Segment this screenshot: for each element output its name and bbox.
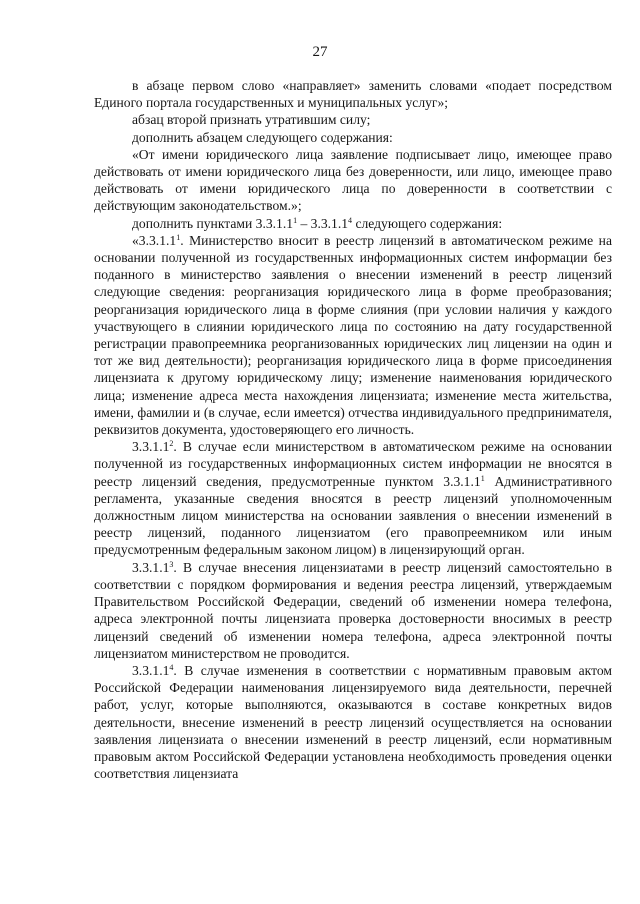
page-number: 27 [312,44,328,60]
paragraph [94,215,612,232]
paragraph-text: . В случае если министерством в автоматическом режиме на основании полученной из государственных информационных систем информации не вносятся в реестр лицензий сведения, предусмотренные пунктом 3.3.1.1 [94,439,612,489]
paragraph-text: 3.3.1.1 [132,439,170,455]
paragraph-text: . В случае изменения в соответствии с нормативным правовым актом Российской Федерации наименования лицензируемого вида деятельности, перечней работ, услуг, которые выполняются, оказываются в составе конкретных видов деятельности, внесение изменений в реестр лицензий осуществляется на основании заявления лицензиата о внесении изменений в реестр лицензий, если нормативным правовым актом Российской Федерации установлена необходимость проведения оценки соответствия лицензиата [94,662,612,782]
paragraph-text: в абзаце первом слово «направляет» заменить словами «подает посредством Единого портала государственных и муниципальных услуг»; [94,78,612,111]
paragraph-text: дополнить абзацем следующего содержания: [132,129,393,145]
paragraph-text: – 3.3.1.1 [297,215,349,231]
superscript-index: 4 [348,215,353,225]
paragraph-text: . В случае внесения лицензиатами в реестр лицензий самостоятельно в соответствии с порядком формирования и ведения реестра лицензий, утверждаемым Правительством Российской Федерации, сведений об изменении номера телефона, адреса электронной почты лицензиата проверка достоверности вносимых в реестр лицензий сведений об изменении номера телефона, адреса электронной почты лицензиатом министерством не проводится. [94,559,612,661]
paragraph [94,559,612,662]
superscript-index: 1 [480,473,485,483]
paragraph [94,129,612,146]
paragraph [94,146,612,215]
paragraph [94,662,612,782]
superscript-index: 4 [169,662,174,672]
superscript-index: 1 [176,232,181,242]
paragraph-text: Административного регламента, указанные сведения вносятся в реестр лицензий уполномоченным должностным лицом министерства на основании заявления о внесении изменений в реестр лицензий, поданного лицензиатом (его правопреемником или иным предусмотренным федеральным законом лицом) в лицензирующий орган. [94,473,613,558]
paragraph-text: абзац второй признать утратившим силу; [132,112,371,128]
paragraph-text: . Министерство вносит в реестр лицензий в автоматическом режиме на основании полученной из государственных информационных систем информации без поданного в министерство заявления о внесении изменений в реестр лицензий следующие сведения: реорганизация юридического лица в форме преобразования; реорганизация юридического лица в форме слияния (при условии наличия у каждого участвующего в слиянии юридического лица по состоянию на дату государственной регистрации правопреемника реорганизованных юридических лиц лицензии на один и тот же вид деятельности); реорганизация юридического лица в форме присоединения лицензиата к другому юридическому лицу; изменение наименования юридического лица; изменение адреса места нахождения лицензиата; изменение места жительства, имени, фамилии и (в случае, если имеется) отчества индивидуального предпринимателя, реквизитов документа, удостоверяющего его личность. [94,232,612,438]
paragraph-text: 3.3.1.1 [132,662,170,678]
paragraph-text: «3.3.1.1 [132,232,177,248]
paragraph-text: «От имени юридического лица заявление подписывает лицо, имеющее право действовать от имени юридического лица без доверенности, или лицо, имеющее право действовать от имени юридического лица по доверенности в соответствии с действующим законодательством.»; [94,146,612,214]
paragraph-text: 3.3.1.1 [132,559,170,575]
document-body [94,77,612,782]
paragraph [94,438,612,558]
paragraph [94,232,612,438]
paragraph [94,111,612,128]
superscript-index: 2 [169,439,174,449]
superscript-index: 3 [169,559,174,569]
paragraph [94,77,612,111]
paragraph-text: дополнить пунктами 3.3.1.1 [132,215,294,231]
superscript-index: 1 [293,215,298,225]
paragraph-text: следующего содержания: [352,215,503,231]
